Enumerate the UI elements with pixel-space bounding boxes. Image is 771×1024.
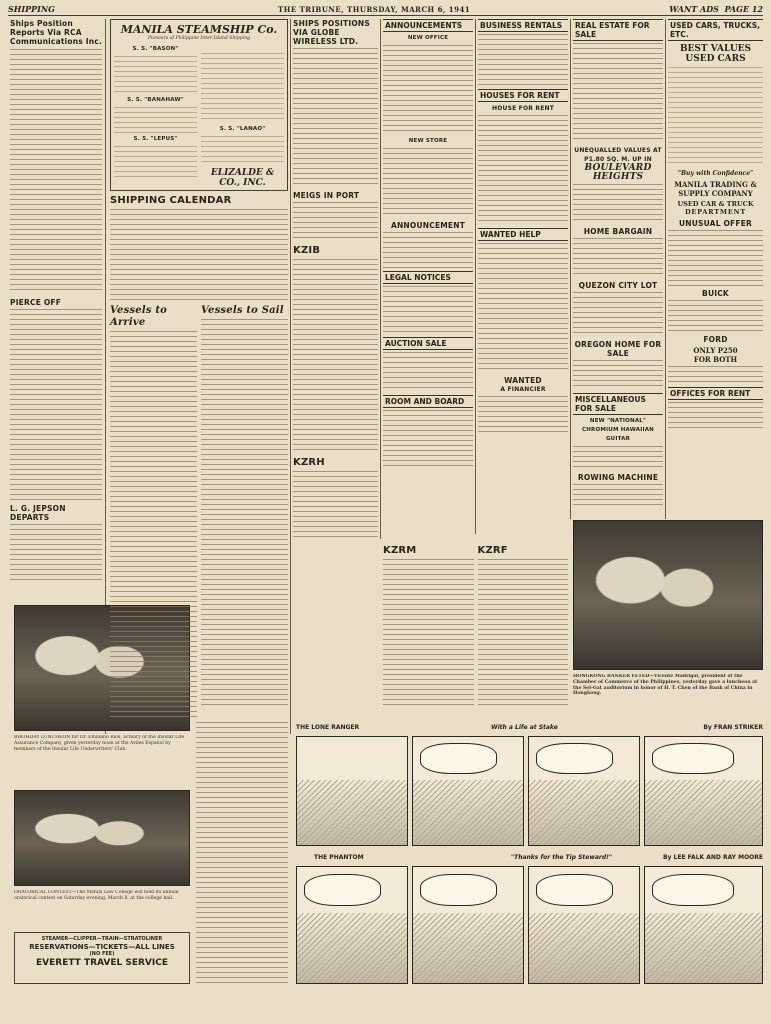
dealer-line-4: DEPARTMENT: [684, 208, 747, 216]
column-rule: [290, 19, 291, 734]
ship-col-right: [201, 45, 284, 188]
guitar-text: [573, 446, 663, 470]
boulevard-text: [573, 184, 663, 224]
luncheon-caption: BIRTHDAY LUNCHEON for Dr. Emiliano Rios, actuary of the Insular Life Assurance Company, given yesterday noon at the Aviles Español by members of the Insular Life Underwriters' Club.: [14, 735, 185, 752]
lone-ranger-strip: [296, 722, 763, 848]
column-shipping: [110, 19, 288, 599]
column-rule: [475, 19, 476, 534]
ford-price-1: ONLY P250: [693, 346, 738, 355]
unusual-offer-text: [668, 230, 763, 286]
kzrm-schedule: [383, 559, 474, 709]
buick-text: [668, 300, 763, 332]
new-store-text: [383, 148, 473, 218]
panel-art: [297, 780, 407, 845]
speech-balloon: [652, 743, 734, 773]
law-college-photo: [14, 790, 190, 886]
ad-line-2: RESERVATIONS—TICKETS—ALL LINES: [29, 943, 175, 951]
wanted-help-heading: WANTED HELP: [478, 228, 568, 241]
legal-notices-heading: LEGAL NOTICES: [383, 271, 473, 284]
column-real-estate: [573, 19, 663, 519]
rowing-machine-heading: ROWING MACHINE: [577, 473, 659, 482]
buy-with-confidence: "Buy with Confidence": [677, 170, 754, 177]
speech-balloon: [420, 743, 497, 773]
comic-panel: [644, 866, 763, 984]
speech-balloon: [652, 874, 734, 906]
vessels-sail-heading: Vessels to Sail: [201, 305, 284, 316]
ship-reports-text: [10, 49, 102, 294]
phantom-strip: [296, 852, 763, 986]
shipping-calendar-text: [110, 209, 288, 301]
paper-dateline: THE TRIBUNE, THURSDAY, MARCH 6, 1941: [278, 5, 471, 14]
ship-right-text: [201, 53, 284, 123]
financier-heading: A FINANCIER: [500, 386, 546, 393]
meigs-text: [293, 202, 378, 242]
kzrh-schedule: [293, 471, 378, 541]
panel-art: [413, 913, 523, 983]
comic-panel: [296, 866, 408, 984]
phantom-title: THE PHANTOM: [314, 854, 364, 861]
wanted-heading: WANTED: [504, 376, 542, 385]
room-board-text: [383, 410, 473, 470]
panel-art: [529, 780, 639, 845]
comic-panel: [528, 866, 640, 984]
ad-line-3: (NO FEE): [89, 951, 115, 957]
everett-travel-ad: [14, 932, 190, 984]
quezon-lot-text: [573, 292, 663, 337]
unequalled-values-heading: UNEQUALLED VALUES AT P1.80 SQ. M. UP IN: [574, 147, 662, 163]
kzrm-heading: KZRM: [383, 545, 417, 556]
comic-panel: [528, 736, 640, 846]
speech-balloon: [536, 874, 613, 906]
column-rentals: [478, 19, 568, 539]
column-rule: [570, 19, 571, 519]
dealer-line-1: MANILA TRADING &: [674, 180, 757, 189]
dealer-line-2: SUPPLY COMPANY: [678, 189, 753, 198]
home-bargain-text: [573, 238, 663, 278]
ad-line-4: EVERETT TRAVEL SERVICE: [36, 958, 168, 968]
real-estate-text: [573, 43, 663, 143]
wanted-help-text: [478, 243, 568, 373]
speech-balloon: [420, 874, 497, 906]
lone-ranger-subtitle: With a Life at Stake: [491, 724, 558, 731]
phantom-header: [296, 852, 763, 864]
speech-balloon: [536, 743, 613, 773]
comic-panel: [296, 736, 408, 846]
ship-schedules: [114, 45, 284, 188]
unusual-offer-heading: UNUSUAL OFFER: [678, 219, 753, 228]
ship-bason-text: [114, 56, 197, 94]
best-values: BEST VALUES: [679, 44, 752, 54]
used-cars-heading: USED CARS, TRUCKS, ETC.: [668, 19, 763, 41]
manila-steamship-sub: Pioneers of Philippine Inter-Island Shipping: [147, 36, 251, 41]
vessels-arrive-list: [110, 331, 197, 721]
banker-photo: [573, 520, 763, 670]
jepson-heading: L. G. JEPSON DEPARTS: [10, 504, 66, 522]
page-number: PAGE 12: [724, 4, 763, 14]
legal-notices-text: [383, 286, 473, 334]
comic-panel: [412, 866, 524, 984]
section-name: SHIPPING: [8, 4, 55, 14]
announcement-heading: ANNOUNCEMENT: [390, 221, 466, 230]
vessels-arrive: [110, 305, 197, 721]
kzrf-heading: KZRF: [477, 545, 508, 556]
announcements-heading: ANNOUNCEMENTS: [383, 19, 473, 32]
kzrm-block: [383, 545, 474, 709]
guitar-heading: NEW "NATIONAL" CHROMIUM HAWAIIAN GUITAR: [582, 418, 654, 442]
kzrf-schedule: [478, 559, 569, 709]
panel-art: [529, 913, 639, 983]
manila-steamship-logo: MANILA STEAMSHIP Co.: [120, 23, 278, 36]
radio-lower-cols: [383, 545, 568, 709]
used-cars-list: [668, 67, 763, 167]
ship-lepus-text: [114, 146, 197, 180]
buick-heading: BUICK: [702, 289, 729, 298]
room-board-heading: ROOM AND BOARD: [383, 395, 473, 408]
panel-art: [645, 913, 762, 983]
vessels-arrive-heading: Vessels to Arrive: [110, 305, 168, 328]
manila-steamship-ad: [110, 19, 288, 191]
ship-lanao: S. S. "LANAO": [219, 125, 266, 132]
page-label: [669, 4, 763, 14]
lone-ranger-title: THE LONE RANGER: [296, 724, 360, 731]
real-estate-heading: REAL ESTATE FOR SALE: [573, 19, 663, 41]
financier-text: [478, 396, 568, 436]
phantom-byline: By LEE FALK AND RAY MOORE: [662, 854, 763, 861]
ship-col-left: [114, 45, 197, 188]
vessels-sail-list: [201, 319, 288, 709]
business-rentals-heading: BUSINESS RENTALS: [478, 19, 568, 32]
comic-panel: [412, 736, 524, 846]
panel-art: [297, 913, 407, 983]
column-rule: [380, 19, 381, 539]
auction-sale-heading: AUCTION SALE: [383, 337, 473, 350]
ship-bason: S. S. "BASON": [132, 45, 179, 52]
boulevard-heights: BOULEVARD HEIGHTS: [584, 163, 652, 182]
ships-position-heading: Ships Position Reports Via RCA Communications Inc.: [10, 19, 102, 46]
home-bargain-heading: HOME BARGAIN: [583, 227, 653, 236]
business-rentals-text: [478, 34, 568, 86]
auction-sale-text: [383, 352, 473, 392]
banker-caption: HONGKONG BANKER FETED—Vicente Madrigal, president of the Chamber of Commerce of the Philippines, yesterday gave a luncheon at the Sel-Gat auditorium in honor of H. T. Chen of the Bank of China in Hongkong.: [573, 674, 758, 697]
lone-ranger-byline: By FRAN STRIKER: [703, 724, 763, 731]
ford-price-2: FOR BOTH: [693, 355, 738, 364]
masthead: [8, 4, 763, 16]
globe-wireless-text: [293, 48, 378, 188]
panel-art: [413, 780, 523, 845]
column-announcements: [383, 19, 473, 539]
comic-panel: [644, 736, 763, 846]
vessels-sail: [201, 305, 288, 721]
pierce-off-heading: PIERCE OFF: [10, 298, 62, 307]
houses-for-rent-text: [478, 115, 568, 225]
house-for-rent-subheading: HOUSE FOR RENT: [491, 105, 555, 112]
houses-for-rent-heading: HOUSES FOR RENT: [478, 89, 568, 102]
jepson-text: [10, 524, 102, 582]
used-cars-banner: USED CARS: [685, 54, 746, 64]
ad-line-1: STEAMER—CLIPPER—TRAIN—STRATOLINER: [41, 936, 163, 942]
kzrf-block: [478, 545, 569, 709]
announcement-text: [383, 232, 473, 268]
vessel-tables: [110, 305, 288, 721]
column-used-cars: [668, 19, 763, 519]
kzib-schedule: [293, 259, 378, 454]
rowing-machine-text: [573, 484, 663, 509]
section-right: WANT ADS: [669, 4, 719, 14]
kzib-heading: KZIB: [293, 245, 321, 256]
pierce-off-text: [10, 309, 102, 501]
oregon-home-heading: OREGON HOME FOR SALE: [574, 340, 662, 358]
ship-banahaw-text: [114, 107, 197, 133]
new-store-heading: NEW STORE: [408, 138, 448, 144]
quezon-lot-heading: QUEZON CITY LOT: [578, 281, 658, 290]
meigs-heading: MEIGS IN PORT: [293, 191, 360, 200]
shipping-calendar-heading: SHIPPING CALENDAR: [110, 195, 232, 206]
column-radio: [293, 19, 378, 539]
lone-ranger-header: [296, 722, 763, 734]
new-office-heading: NEW OFFICE: [407, 35, 449, 41]
offices-for-rent-text: [668, 402, 763, 432]
elizalde-logo: ELIZALDE & CO., INC.: [210, 167, 275, 188]
globe-wireless-heading: SHIPS POSITIONS VIA GLOBE WIRELESS LTD.: [293, 19, 371, 46]
oregon-home-text: [573, 360, 663, 390]
speech-balloon: [304, 874, 381, 906]
dealer-line-3: USED CAR & TRUCK: [677, 200, 754, 208]
ship-lepus: S. S. "LEPUS": [133, 135, 178, 142]
column-rule: [665, 19, 666, 519]
ford-heading: FORD: [703, 335, 728, 344]
kzrh-heading: KZRH: [293, 457, 325, 468]
law-college-caption: ORATORICAL CONTEST—The Manila Law College will hold its annual oratorical contest on Saturday evening, March 8, at the college hall.: [14, 890, 179, 901]
misc-for-sale-heading: MISCELLANEOUS FOR SALE: [573, 393, 663, 415]
radio-schedules-lower: [383, 545, 568, 715]
offices-for-rent-heading: OFFICES FOR RENT: [668, 387, 763, 400]
vessels-continued-text: [196, 722, 288, 984]
ship-lanao-text: [201, 136, 284, 166]
ship-banahaw: S. S. "BANAHAW": [127, 96, 184, 103]
ford-text: [668, 366, 763, 384]
new-office-text: [383, 45, 473, 135]
phantom-subtitle: "Thanks for the Tip Steward!": [511, 854, 613, 861]
panel-art: [645, 780, 762, 845]
